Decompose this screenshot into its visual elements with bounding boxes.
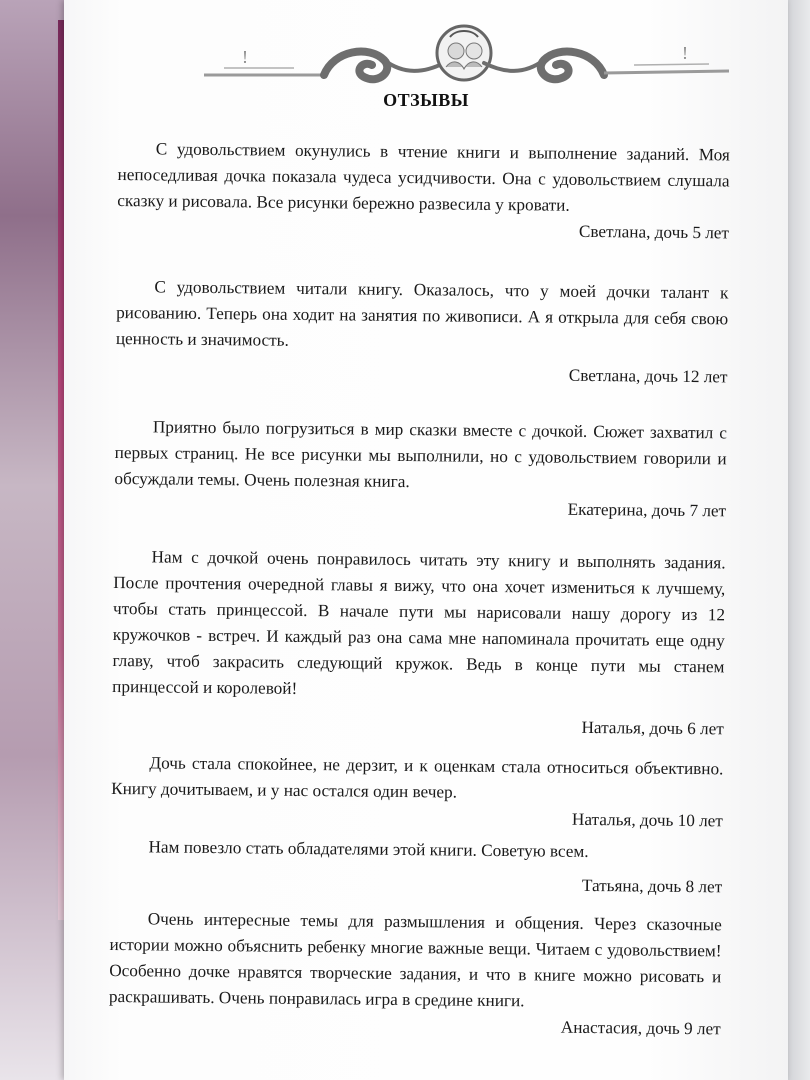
review-signature: Наталья, дочь 6 лет [581,717,724,739]
review-signature: Анастасия, дочь 9 лет [560,1017,721,1039]
review-item [114,414,727,524]
reviews-list [109,136,730,1042]
ornament-left-mark: ! [242,47,248,67]
review-text: Очень интересные темы для размышления и общения. Через сказочные истории можно объяснить ребенку многие важные вещи. Читаем с удовольствием! Особенно дочке нравятся творческие задания, и что в книге можно рисовать и раскрашивать. Очень понравилась игра в средине книги. [108,909,722,1011]
ornament-right-mark: ! [682,43,688,63]
ornament-right-swirl [541,52,604,80]
review-text: Дочь стала спокойнее, не дерзит, и к оценкам стала относиться объективно. Книгу дочитываем, и у нас остался один вечер. [111,753,724,802]
review-signature: Наталья, дочь 10 лет [571,809,723,831]
page-title: ОТЗЫВЫ [383,90,469,110]
book-page [64,0,788,1080]
review-signature: Татьяна, дочь 8 лет [581,875,723,897]
review-text: Нам с дочкой очень понравилось читать эту книгу и выполнять задания. После прочтения очередной главы я вижу, что она хочет измениться к лучшему, чтобы стать принцессой. В начале пути мы нарисовали нашу дорогу из 12 кружочков - встреч. И каждый раз она сама мне напоминала прочитать еще одну главу, чтоб закрасить следующий кружок. Ведь в конце пути мы станем принцессой и королевой! [112,547,726,698]
review-item [117,136,730,246]
review-item [109,906,722,1042]
review-item [112,544,726,742]
ornament-right-line [604,71,729,73]
review-item [110,834,723,900]
review-text: Приятно было погрузиться в мир сказки вместе с дочкой. Сюжет захватил с первых страниц. Не все рисунки мы выполнили, но с удовольствием говорили и обсуждали темы. Очень полезная книга. [114,417,728,492]
review-text: С удовольствием читали книгу. Оказалось, что у моей дочки талант к рисованию. Теперь она ходит на занятия по живописи. А я открыла для себя свою ценность и значимость. [115,277,729,350]
review-item [111,750,724,834]
review-signature: Светлана, дочь 12 лет [568,365,728,387]
header-ornament [184,15,744,95]
review-text: С удовольствием окунулись в чтение книги и выполнение заданий. Моя непоседливая дочка показала чудеса усидчивости. Она с удовольствием слушала сказку и рисовала. Все рисунки бережно развесила у кровати. [117,139,730,215]
review-item [115,274,728,390]
ornament-left-swirl [324,52,387,80]
review-signature: Светлана, дочь 5 лет [578,221,730,243]
book-cover-edge [0,0,70,1080]
review-text: Нам повезло стать обладателями этой книги. Советую всем. [148,837,589,861]
review-signature: Екатерина, дочь 7 лет [567,499,727,521]
